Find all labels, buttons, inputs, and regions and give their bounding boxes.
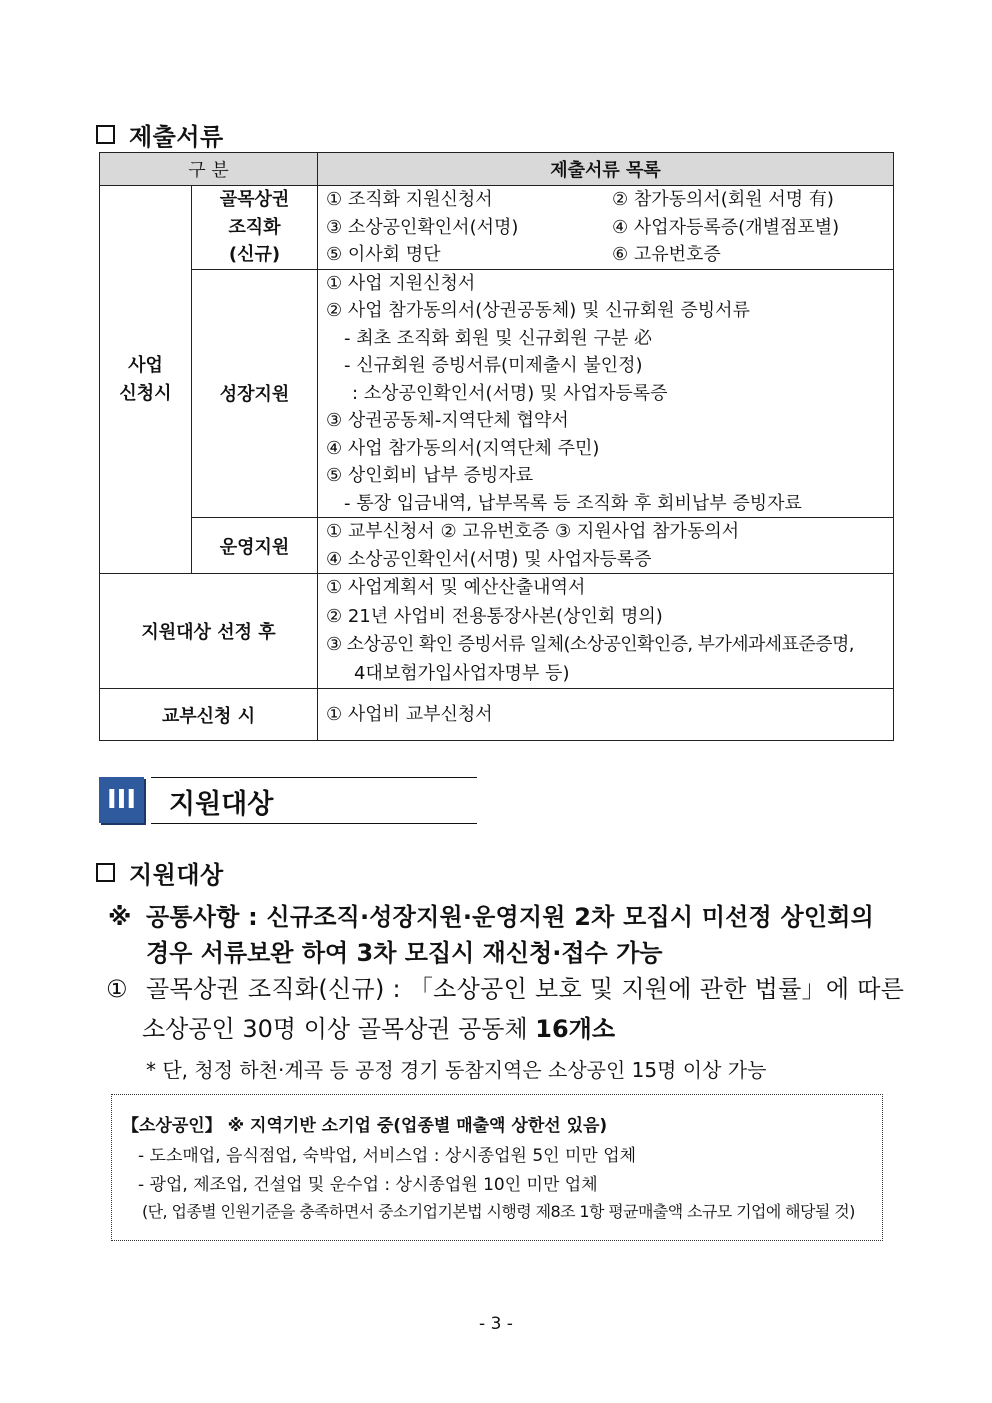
list-item: - 신규회원 증빙서류(미제출시 불인정) bbox=[344, 355, 643, 376]
list-item: ③ 소상공인 확인 증빙서류 일체(소상공인확인증, 부가세과세표준증명, bbox=[326, 634, 854, 655]
table-row bbox=[100, 574, 894, 689]
list-item bbox=[326, 241, 887, 269]
submission-heading-text: 제출서류 bbox=[129, 123, 224, 151]
common-note bbox=[108, 898, 874, 936]
target-heading-text: 지원대상 bbox=[129, 861, 224, 889]
target-item-text: 소상공인 30명 이상 골목상권 공동체 bbox=[142, 1015, 536, 1043]
section-title: 지원대상 bbox=[169, 789, 274, 820]
list-item: ② 사업 참가동의서(상권공동체) 및 신규회원 증빙서류 bbox=[326, 300, 750, 321]
target-item-line: 골목상권 조직화(신규) : 「소상공인 보호 및 지원에 관한 법률」에 따른 bbox=[146, 975, 905, 1003]
doc-item: ① 조직화 지원신청서 bbox=[326, 189, 493, 210]
section-number: III bbox=[99, 777, 144, 823]
alley-items-cell bbox=[318, 186, 894, 270]
submission-heading bbox=[96, 117, 224, 152]
growth-items-cell bbox=[318, 269, 894, 518]
operation-items-cell bbox=[318, 518, 894, 574]
list-item: ① 사업비 교부신청서 bbox=[326, 703, 493, 725]
target-item-line bbox=[142, 1010, 615, 1048]
checkbox-square-icon bbox=[96, 125, 115, 144]
grant-request-items-cell bbox=[318, 689, 894, 741]
grant-request-label: 교부신청 시 bbox=[100, 689, 318, 741]
list-item: ⑤ 상인회비 납부 증빙자료 bbox=[326, 465, 534, 486]
list-item: : 소상공인확인서(서명) 및 사업자등록증 bbox=[352, 382, 668, 404]
table-row bbox=[100, 518, 894, 574]
apply-group-cell bbox=[100, 186, 192, 574]
list-item: ③ 상권공동체-지역단체 협약서 bbox=[326, 410, 569, 431]
exception-note: * 단, 청정 하천·계곡 등 공정 경기 동참지역은 소상공인 15명 이상 가능 bbox=[146, 1058, 767, 1082]
circled-one-icon: ① bbox=[106, 975, 128, 1003]
table-row bbox=[100, 689, 894, 741]
submission-table bbox=[99, 152, 894, 741]
list-item: ① 사업계획서 및 예산산출내역서 bbox=[326, 577, 586, 598]
list-item: - 통장 입금내역, 납부목록 등 조직화 후 회비납부 증빙자료 bbox=[344, 492, 802, 514]
smb-condition: (단, 업종별 인원기준을 충족하면서 중소기업기본법 시행령 제8조 1항 평균매출액 소규모 기업에 해당될 것) bbox=[142, 1202, 855, 1221]
list-item: - 도소매업, 음식점업, 숙박업, 서비스업 : 상시종업원 5인 미만 업체 bbox=[138, 1146, 637, 1166]
doc-item: ④ 사업자등록증(개별점포별) bbox=[612, 216, 840, 238]
after-selection-label: 지원대상 선정 후 bbox=[100, 574, 318, 689]
doc-item: ③ 소상공인확인서(서명) bbox=[326, 216, 519, 238]
operation-label: 운영지원 bbox=[192, 518, 318, 574]
after-selection-items-cell bbox=[318, 574, 894, 689]
list-item: - 광업, 제조업, 건설업 및 운수업 : 상시종업원 10인 미만 업체 bbox=[138, 1175, 598, 1195]
header-category: 구 분 bbox=[100, 153, 318, 186]
list-item: ① 사업 지원신청서 bbox=[326, 272, 476, 294]
doc-item: ⑥ 고유번호증 bbox=[612, 244, 721, 265]
list-item: - 최초 조직화 회원 및 신규회원 구분 必 bbox=[344, 327, 652, 349]
target-item-1 bbox=[106, 970, 904, 1008]
doc-item: ⑤ 이사회 명단 bbox=[326, 244, 441, 265]
smb-title: 【소상공인】 ※ 지역기반 소기업 중(업종별 매출액 상한선 있음) bbox=[122, 1116, 608, 1136]
list-item bbox=[326, 186, 887, 214]
alley-label-line: 골목상권 bbox=[219, 189, 290, 210]
list-item: 4대보험가입사업자명부 등) bbox=[354, 662, 570, 684]
list-item: ④ 소상공인확인서(서명) 및 사업자등록증 bbox=[326, 548, 652, 570]
reference-mark-icon: ※ bbox=[108, 903, 132, 931]
target-count: 16개소 bbox=[535, 1015, 616, 1043]
common-note-line: 공통사항 : 신규조직·성장지원·운영지원 2차 모집시 미선정 상인회의 bbox=[146, 903, 875, 931]
target-heading bbox=[96, 855, 224, 890]
growth-label: 성장지원 bbox=[192, 269, 318, 518]
table-header-row bbox=[100, 153, 894, 186]
page-number: - 3 - bbox=[479, 1314, 513, 1334]
smb-definition-box bbox=[111, 1094, 883, 1241]
doc-item: ② 참가동의서(회원 서명 有) bbox=[612, 189, 834, 210]
table-row bbox=[100, 186, 894, 270]
alley-label-line: 조직화 bbox=[228, 216, 281, 238]
list-item: ② 21년 사업비 전용통장사본(상인회 명의) bbox=[326, 605, 663, 627]
apply-group-label: 사업 신청시 bbox=[119, 354, 172, 404]
table-row bbox=[100, 269, 894, 518]
list-item: ④ 사업 참가동의서(지역단체 주민) bbox=[326, 437, 600, 459]
checkbox-square-icon bbox=[96, 863, 115, 882]
list-item bbox=[326, 214, 887, 242]
alley-label-line: (신규) bbox=[228, 244, 281, 265]
header-list: 제출서류 목록 bbox=[318, 153, 894, 186]
common-note-line: 경우 서류보완 하여 3차 모집시 재신청·접수 가능 bbox=[146, 939, 663, 967]
list-item: ① 교부신청서 ② 고유번호증 ③ 지원사업 참가동의서 bbox=[326, 521, 740, 542]
alley-label-cell bbox=[192, 186, 318, 270]
section-header bbox=[99, 777, 477, 824]
